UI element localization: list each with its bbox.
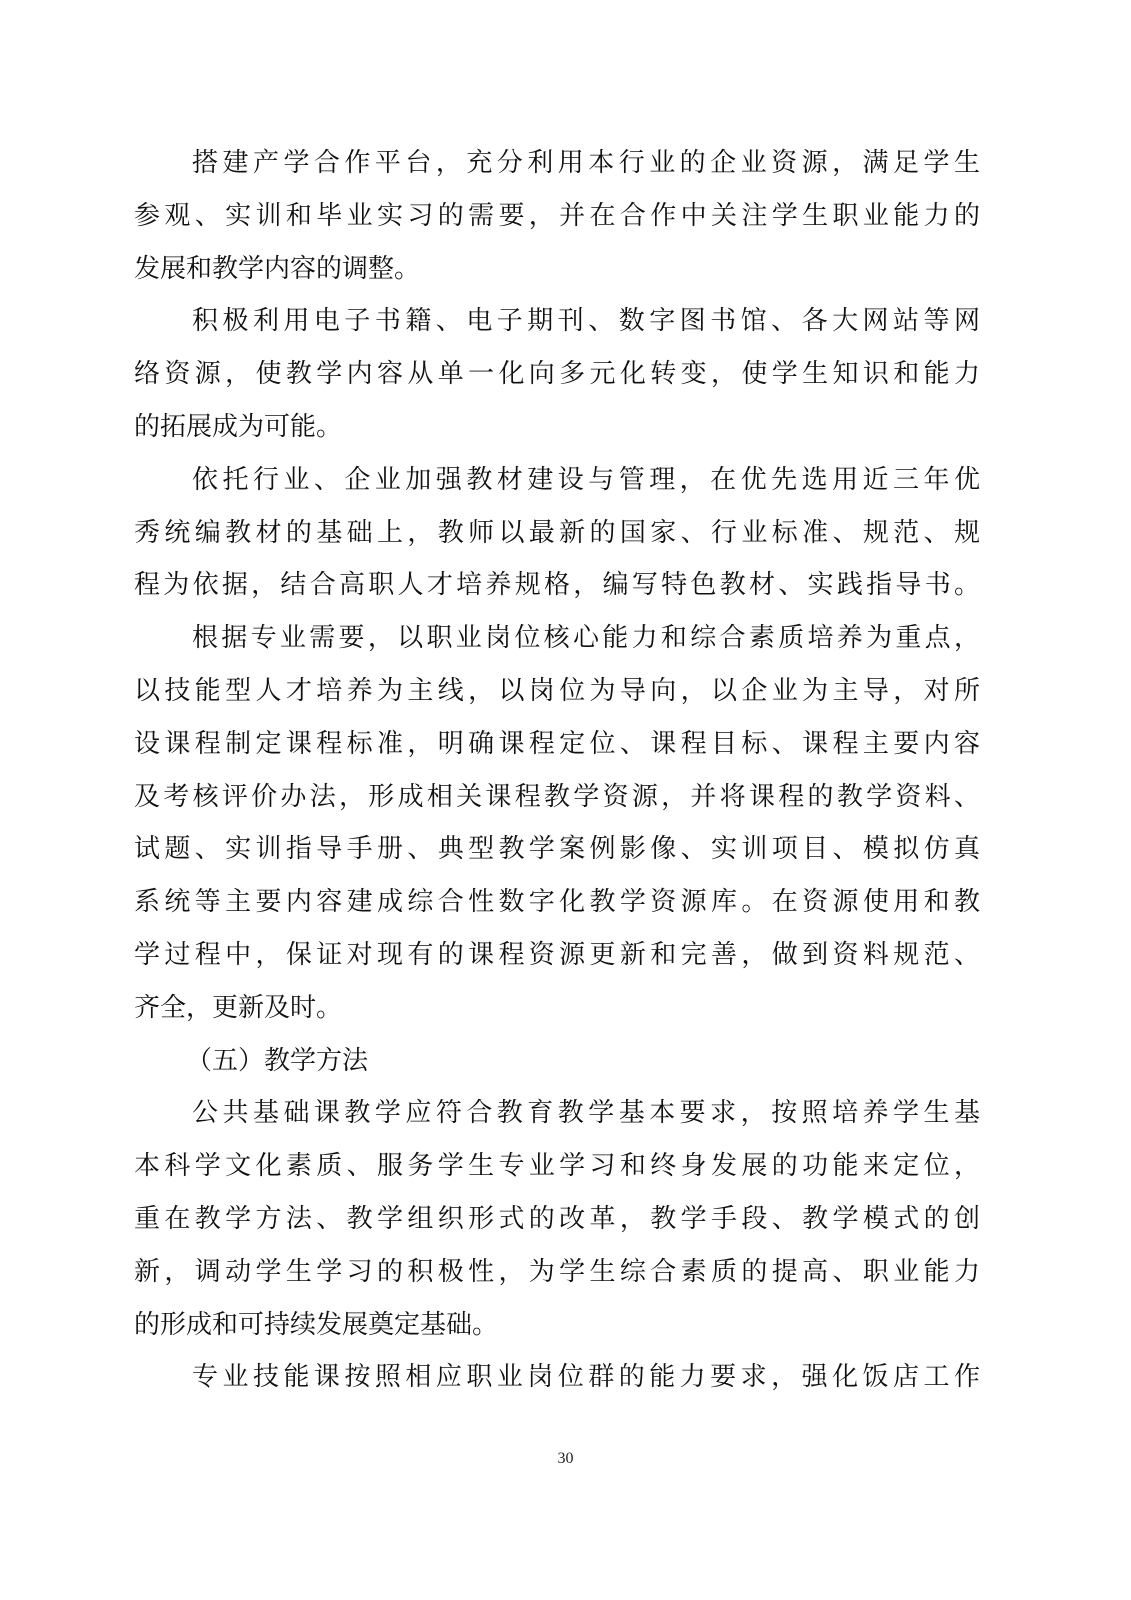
text-line: 参观、实训和毕业实习的需要，并在合作中关注学生职业能力的 xyxy=(134,200,980,231)
paragraph xyxy=(134,1087,980,1351)
text-line: 公共基础课教学应符合教育教学基本要求，按照培养学生基 xyxy=(192,1098,980,1129)
text-line: 程为依据，结合高职人才培养规格，编写特色教材、实践指导书。 xyxy=(134,570,980,601)
paragraph xyxy=(134,137,980,295)
paragraph xyxy=(134,295,980,453)
text-line: 以技能型人才培养为主线，以岗位为导向，以企业为主导，对所 xyxy=(134,675,980,706)
text-line: 专业技能课按照相应职业岗位群的能力要求，强化饭店工作 xyxy=(192,1362,980,1393)
text-line: 的拓展成为可能。 xyxy=(134,411,343,442)
text-line: 秀统编教材的基础上，教师以最新的国家、行业标准、规范、规 xyxy=(134,517,980,548)
text-line: 络资源，使教学内容从单一化向多元化转变，使学生知识和能力 xyxy=(134,359,980,390)
paragraph xyxy=(134,612,980,1034)
text-line: 发展和教学内容的调整。 xyxy=(134,253,421,284)
text-line: 积极利用电子书籍、电子期刊、数字图书馆、各大网站等网 xyxy=(192,306,980,337)
text-line: 搭建产学合作平台，充分利用本行业的企业资源，满足学生 xyxy=(192,148,980,178)
text-line: 本科学文化素质、服务学生专业学习和终身发展的功能来定位， xyxy=(134,1151,980,1182)
paragraph xyxy=(134,454,980,612)
text-line: 的形成和可持续发展奠定基础。 xyxy=(134,1309,499,1340)
page-body xyxy=(134,137,980,1404)
text-line: 齐全，更新及时。 xyxy=(134,992,343,1023)
section-heading: （五）教学方法 xyxy=(186,1045,369,1076)
paragraph xyxy=(134,1351,980,1404)
text-line: 学过程中，保证对现有的课程资源更新和完善，做到资料规范、 xyxy=(134,939,980,970)
text-line: 根据专业需要，以职业岗位核心能力和综合素质培养为重点， xyxy=(192,623,980,654)
text-line: 系统等主要内容建成综合性数字化教学资源库。在资源使用和教 xyxy=(134,887,980,918)
text-line: 新，调动学生学习的积极性，为学生综合素质的提高、职业能力 xyxy=(134,1256,980,1287)
page-number: 30 xyxy=(557,1450,574,1467)
text-line: 重在教学方法、教学组织形式的改革，教学手段、教学模式的创 xyxy=(134,1203,980,1234)
text-line: 试题、实训指导手册、典型教学案例影像、实训项目、模拟仿真 xyxy=(134,834,980,865)
text-line: 设课程制定课程标准，明确课程定位、课程目标、课程主要内容 xyxy=(134,728,980,759)
text-line: 及考核评价办法，形成相关课程教学资源，并将课程的教学资料、 xyxy=(134,781,980,812)
text-line: 依托行业、企业加强教材建设与管理，在优先选用近三年优 xyxy=(192,464,980,495)
